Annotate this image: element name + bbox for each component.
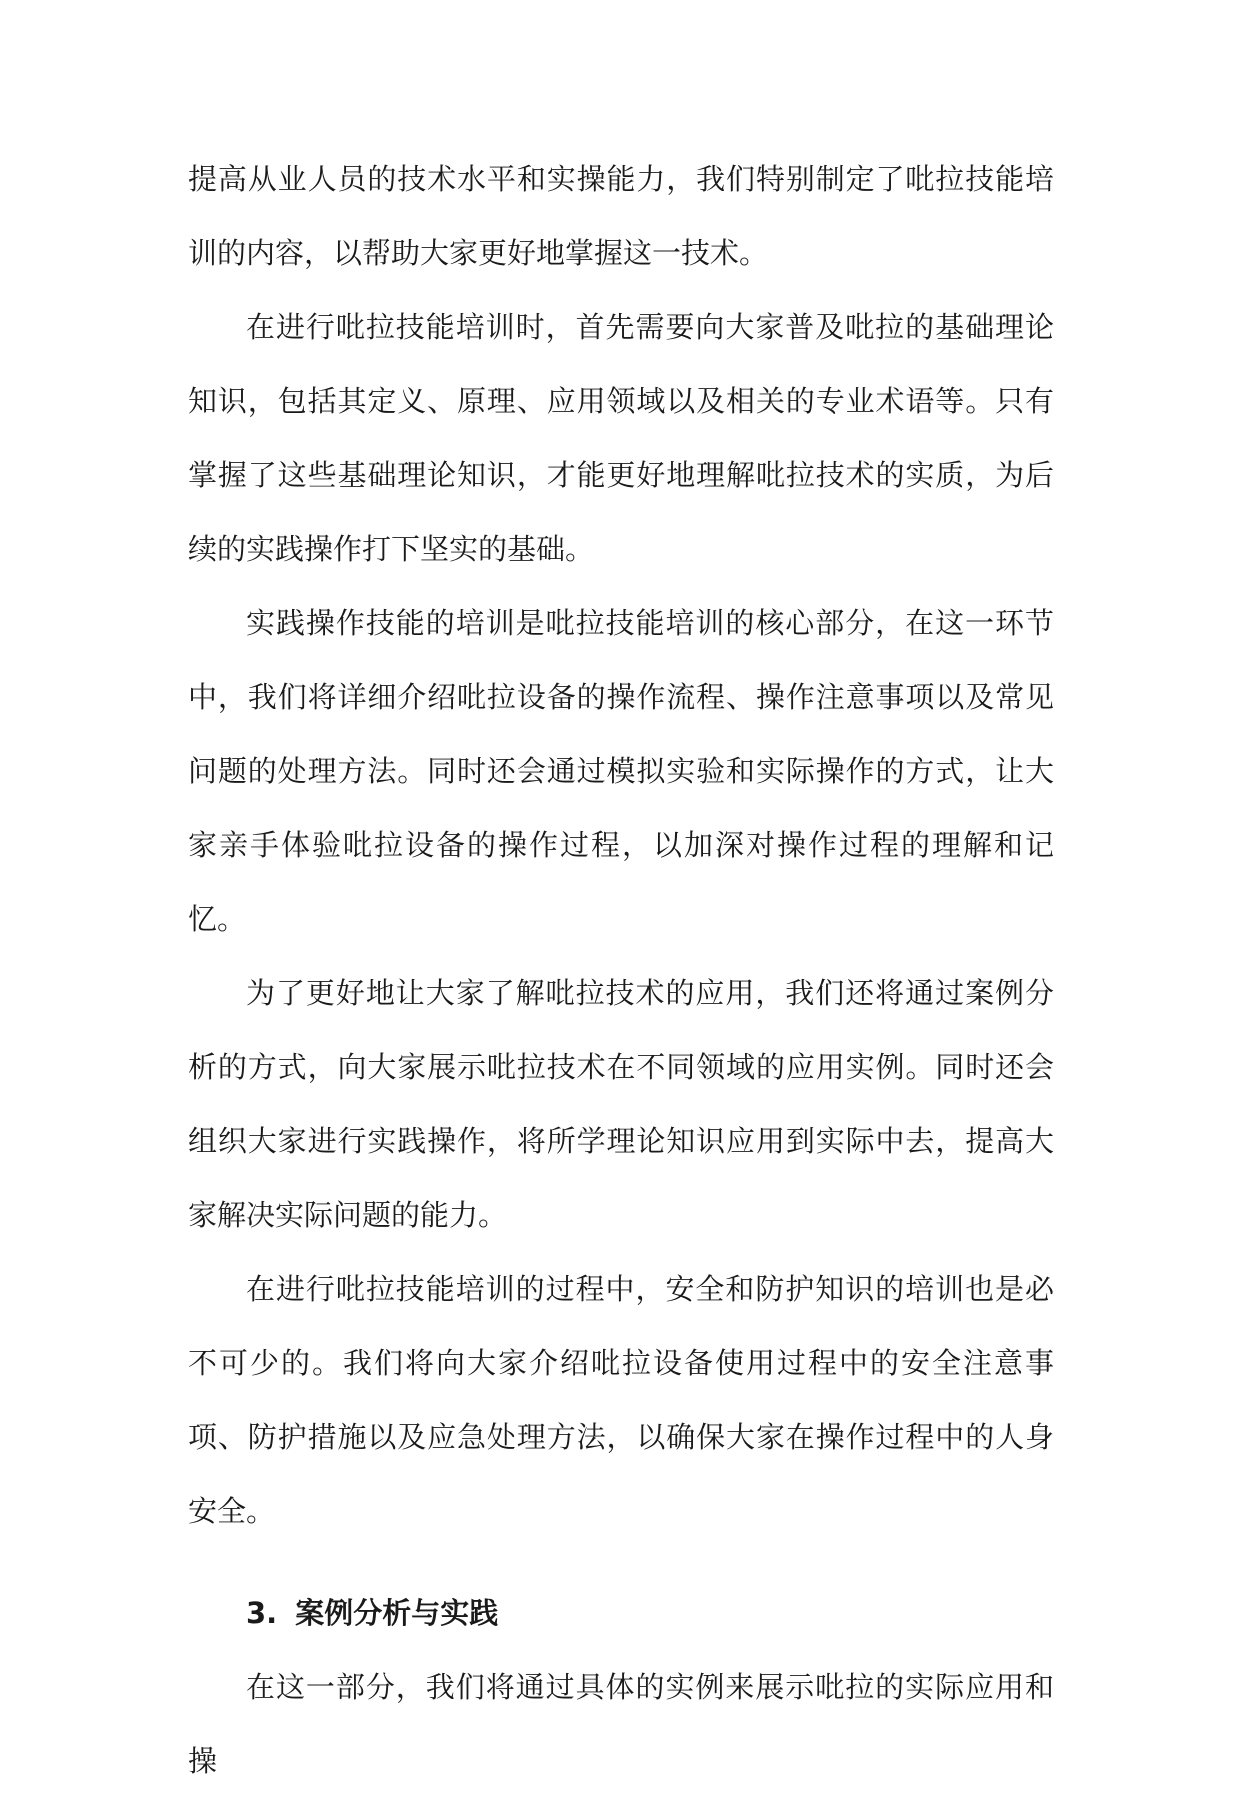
section-number: 3. [246,1596,278,1630]
body-paragraph-5: 在进行吡拉技能培训的过程中，安全和防护知识的培训也是必不可少的。我们将向大家介绍吡拉设备使用过程中的安全注意事项、防护措施以及应急处理方法，以确保大家在操作过程中的人身安全。 [188,1272,1054,1528]
section-heading [188,1576,1054,1650]
document-body [188,142,1054,1798]
body-paragraph-1: 提高从业人员的技术水平和实操能力，我们特别制定了吡拉技能培训的内容，以帮助大家更好地掌握这一技术。 [188,162,1054,270]
body-paragraph-6: 在这一部分，我们将通过具体的实例来展示吡拉的实际应用和操 [188,1670,1054,1778]
section-title: 案例分析与实践 [295,1596,499,1630]
body-paragraph-3: 实践操作技能的培训是吡拉技能培训的核心部分，在这一环节中，我们将详细介绍吡拉设备的操作流程、操作注意事项以及常见问题的处理方法。同时还会通过模拟实验和实际操作的方式，让大家亲手体验吡拉设备的操作过程，以加深对操作过程的理解和记忆。 [188,606,1054,936]
body-paragraph-4: 为了更好地让大家了解吡拉技术的应用，我们还将通过案例分析的方式，向大家展示吡拉技术在不同领域的应用实例。同时还会组织大家进行实践操作，将所学理论知识应用到实际中去，提高大家解决实际问题的能力。 [188,976,1054,1232]
body-paragraph-2: 在进行吡拉技能培训时，首先需要向大家普及吡拉的基础理论知识，包括其定义、原理、应用领域以及相关的专业术语等。只有掌握了这些基础理论知识，才能更好地理解吡拉技术的实质，为后续的实践操作打下坚实的基础。 [188,310,1054,566]
